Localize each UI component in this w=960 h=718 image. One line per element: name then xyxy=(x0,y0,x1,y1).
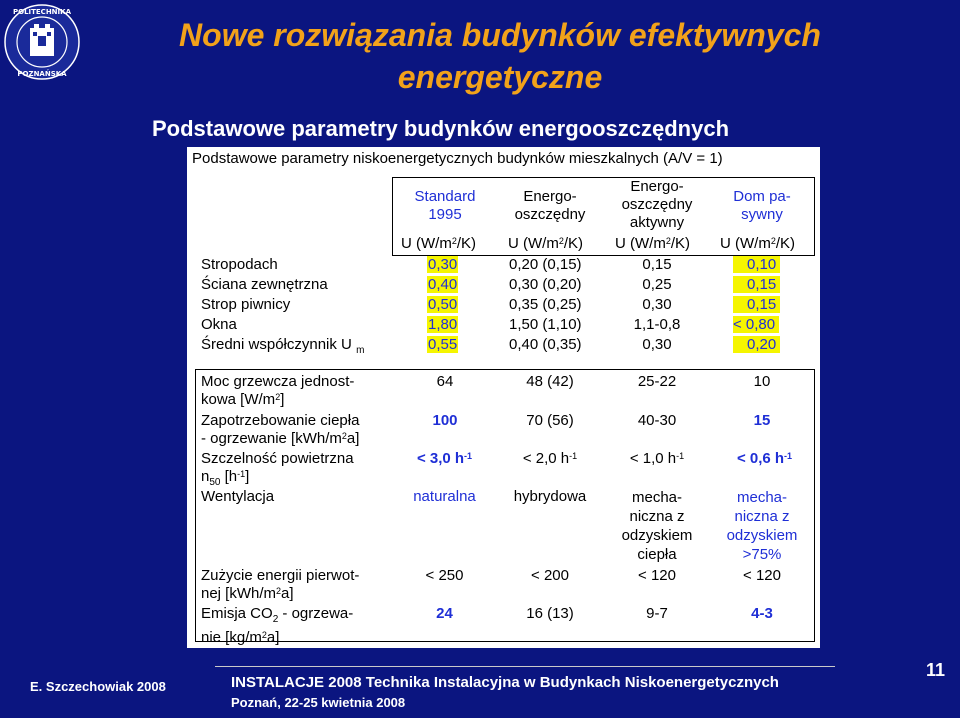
u-value: 1,80 xyxy=(428,316,458,333)
column-header-energooszczedny: Energo- oszczędny xyxy=(514,188,586,223)
slide-title: Nowe rozwiązania budynków efektywnych energetyczne xyxy=(179,17,821,95)
unit-label: U $(W/m^2/K)$ xyxy=(508,235,584,252)
value-cell: < 0,6 $h^{-1}$ xyxy=(736,450,793,467)
u-value: 0,30 (0,20) xyxy=(509,276,582,293)
slide-subtitle: Podstawowe parametry budynków energooszczędnych xyxy=(152,116,730,141)
unit-label: U $(W/m^2/K)$ xyxy=(615,235,691,252)
table-caption: Podstawowe parametry niskoenergetycznych budynków mieszkalnych (A/V = 1) xyxy=(192,150,723,167)
value-cell: 4-3 xyxy=(751,605,773,622)
value-cell: < 120 xyxy=(743,567,781,584)
u-value: 0,40 (0,35) xyxy=(509,336,582,353)
value-cell: 48 (42) xyxy=(526,373,574,390)
row-label: Strop piwnicy xyxy=(201,296,291,313)
row-label: Okna xyxy=(201,316,237,333)
unit-label: U $(W/m^2/K)$ xyxy=(720,235,796,252)
row-label: Zużycie energii pierwot- nej $[kWh/m^2a]$ xyxy=(201,567,360,602)
university-logo xyxy=(4,4,80,80)
row-label: Szczelność powietrzna $n_{50}$ $[h^{-1}]$ xyxy=(201,450,354,488)
row-label: Moc grzewcza jednost- kowa $[W/m^2]$ xyxy=(201,373,355,408)
u-value: 0,50 xyxy=(428,296,458,313)
value-cell: hybrydowa xyxy=(513,488,587,505)
column-header-aktywny: Energo- oszczędny aktywny xyxy=(621,178,693,231)
u-value: 1,1-0,8 xyxy=(633,316,681,333)
u-value: 0,30 xyxy=(642,296,672,313)
u-value: 0,30 xyxy=(428,256,458,273)
value-cell: 70 (56) xyxy=(526,412,574,429)
value-cell: 25-22 xyxy=(637,373,677,390)
column-header-pasywny: Dom pa- sywny xyxy=(733,188,791,223)
row-label: Stropodach xyxy=(201,256,278,273)
u-value: 0,10 xyxy=(733,256,780,273)
u-value: 0,55 xyxy=(428,336,458,353)
u-value: 0,40 xyxy=(428,276,458,293)
footer-author: E. Szczechowiak 2008 xyxy=(30,679,166,694)
page-number: 11 xyxy=(926,660,946,680)
value-cell: 16 (13) xyxy=(526,605,574,622)
column-header-standard: Standard 1995 xyxy=(414,188,476,223)
value-cell: mecha- niczna z odzyskiem ciepła xyxy=(621,489,693,563)
row-label: Emisja $CO_2$ - ogrzewa- nie $[kg/m^2a]$ xyxy=(201,605,354,646)
row-label: Ściana zewnętrzna xyxy=(201,276,328,293)
value-cell: 64 xyxy=(436,373,454,390)
svg-text:POZNAŃSKA: POZNAŃSKA xyxy=(17,70,67,78)
row-label: Wentylacja xyxy=(201,488,275,505)
value-cell: 100 xyxy=(432,412,458,429)
u-value: < 0,80 xyxy=(733,316,779,333)
value-cell: mecha- niczna z odzyskiem >75% xyxy=(726,489,798,563)
value-cell: < 250 xyxy=(425,567,464,584)
parameters-table xyxy=(187,147,820,648)
value-cell: 9-7 xyxy=(646,605,668,622)
u-value: 0,20 (0,15) xyxy=(509,256,582,273)
u-value: 0,15 xyxy=(733,276,780,293)
value-cell: < 1,0 $h^{-1}$ xyxy=(629,450,685,467)
u-value: 0,15 xyxy=(733,296,780,313)
value-cell: < 3,0 $h^{-1}$ xyxy=(416,450,473,467)
u-value: 0,15 xyxy=(642,256,672,273)
unit-label: U $(W/m^2/K)$ xyxy=(401,235,477,252)
value-cell: < 2,0 $h^{-1}$ xyxy=(522,450,578,467)
svg-text:POLITECHNIKA: POLITECHNIKA xyxy=(12,8,72,16)
value-cell: naturalna xyxy=(413,488,476,505)
u-value: 0,35 (0,25) xyxy=(509,296,582,313)
footer-place: Poznań, 22-25 kwietnia 2008 xyxy=(231,695,406,710)
value-cell: < 120 xyxy=(638,567,676,584)
u-value: 1,50 (1,10) xyxy=(509,316,582,333)
u-value: 0,30 xyxy=(642,336,672,353)
u-value: 0,20 xyxy=(733,336,780,353)
footer-title: INSTALACJE 2008 Technika Instalacyjna w Budynkach Niskoenergetycznych xyxy=(231,674,779,691)
value-cell: 24 xyxy=(436,605,453,622)
row-label: Zapotrzebowanie ciepła - ogrzewanie $[kWh/m^2a]$ xyxy=(201,412,360,447)
value-cell: 15 xyxy=(753,412,771,429)
row-label: Średni współczynnik U $_m$ xyxy=(201,336,365,356)
value-cell: 10 xyxy=(753,373,771,390)
footer-divider xyxy=(215,666,835,667)
value-cell: < 200 xyxy=(531,567,569,584)
value-cell: 40-30 xyxy=(637,412,677,429)
u-value: 0,25 xyxy=(642,276,672,293)
